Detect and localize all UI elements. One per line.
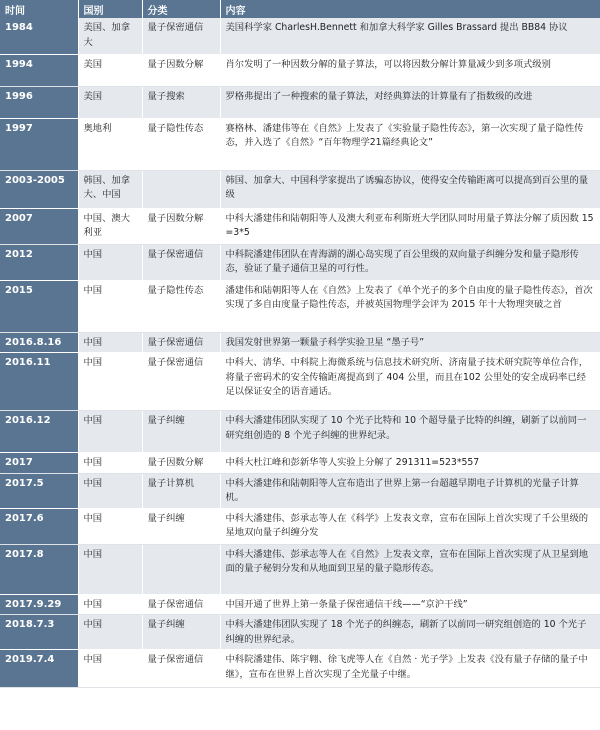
row-category: 量子因数分解 [142,54,220,86]
row-time: 2016.8.16 [0,332,78,353]
row-time: 2017.8 [0,544,78,594]
row-country: 美国 [78,86,142,118]
table-row [0,453,600,474]
header-time: 时间 [0,0,78,18]
row-content: 中科大潘建伟、彭承志等人在《自然》上发表文章，宣布在国际上首次实现了从卫星到地面的量子秘钥分发和从地面到卫星的量子隐形传态。 [220,544,600,594]
row-content: 韩国、加拿大、中国科学家提出了诱骗态协议，使得安全传输距离可以提高到百公里的量级 [220,170,600,208]
row-content: 中科大潘建伟和陆朝阳等人及澳大利亚布利斯班大学团队同时用量子算法分解了质因数 15=3*5 [220,208,600,244]
row-content: 美国科学家 CharlesH.Bennett 和加拿大科学家 Gilles Brassard 提出 BB84 协议 [220,18,600,54]
row-country: 中国 [78,544,142,594]
row-category: 量子搜索 [142,86,220,118]
table-row [0,615,600,650]
row-time: 2018.7.3 [0,615,78,650]
row-country: 奥地利 [78,118,142,170]
row-country: 中国 [78,332,142,353]
table-row [0,544,600,594]
row-country: 韩国、加拿大、中国 [78,170,142,208]
row-country: 中国 [78,244,142,280]
row-category: 量子保密通信 [142,332,220,353]
table-row [0,208,600,244]
row-content: 中科大潘建伟团队实现了 10 个光子比特和 10 个超导量子比特的纠缠，刷新了以前同一研究组创造的 8 个光子纠缠的世界纪录。 [220,411,600,453]
row-content: 中国开通了世界上第一条量子保密通信干线——“京沪干线” [220,594,600,615]
row-content: 赛格林、潘建伟等在《自然》上发表了《实验量子隐性传态》，第一次实现了量子隐性传态，并入选了《自然》“百年物理学21篇经典论文” [220,118,600,170]
row-category: 量子保密通信 [142,353,220,411]
row-country: 中国 [78,508,142,544]
row-time: 2007 [0,208,78,244]
row-time: 2019.7.4 [0,650,78,688]
row-content: 中科大潘建伟团队实现了 18 个光子的纠缠态，刷新了以前同一研究组创造的 10 个光子纠缠的世界纪录。 [220,615,600,650]
table-row [0,280,600,332]
row-category: 量子纠缠 [142,615,220,650]
row-time: 2015 [0,280,78,332]
row-country: 中国 [78,280,142,332]
table-row [0,411,600,453]
row-content: 罗格弗提出了一种搜索的量子算法，对经典算法的计算量有了指数级的改进 [220,86,600,118]
row-country: 美国、加拿大 [78,18,142,54]
row-category: 量子纠缠 [142,411,220,453]
row-category: 量子隐性传态 [142,280,220,332]
row-country: 中国 [78,594,142,615]
table-body [0,18,600,688]
row-category [142,170,220,208]
table-header-row [0,0,600,18]
row-category: 量子隐性传态 [142,118,220,170]
row-category: 量子纠缠 [142,508,220,544]
header-country: 国别 [78,0,142,18]
header-category: 分类 [142,0,220,18]
row-time: 2017 [0,453,78,474]
row-country: 中国、澳大利亚 [78,208,142,244]
row-content: 我国发射世界第一颗量子科学实验卫星 “墨子号” [220,332,600,353]
row-content: 中科大潘建伟和陆朝阳等人宣布造出了世界上第一台超越早期电子计算机的光量子计算机。 [220,473,600,508]
table-row [0,508,600,544]
table-row [0,353,600,411]
row-content: 中科院潘建伟团队在青海湖的湖心岛实现了百公里级的双向量子纠缠分发和量子隐形传态，验证了量子通信卫星的可行性。 [220,244,600,280]
row-time: 2016.12 [0,411,78,453]
row-content: 中科大、清华、中科院上海微系统与信息技术研究所、济南量子技术研究院等单位合作，将量子密码术的安全传输距离提高到了 404 公里，而且在102 公里处的安全成码率已经足以保证安全的语音通话。 [220,353,600,411]
row-time: 2017.5 [0,473,78,508]
row-time: 1996 [0,86,78,118]
table-row [0,594,600,615]
row-time: 2017.9.29 [0,594,78,615]
table-row [0,473,600,508]
table-row [0,54,600,86]
row-category: 量子保密通信 [142,594,220,615]
row-country: 中国 [78,453,142,474]
row-time: 2017.6 [0,508,78,544]
row-content: 潘建伟和陆朝阳等人在《自然》上发表了《单个光子的多个自由度的量子隐性传态》，首次实现了多自由度量子隐性传态，并被英国物理学会评为 2015 年十大物理突破之首 [220,280,600,332]
row-content: 中科院潘建伟、陈宇翱、徐飞虎等人在《自然 · 光子学》上发表《没有量子存储的量子中继》，宣布在世界上首次实现了全光量子中继。 [220,650,600,688]
row-country: 中国 [78,650,142,688]
row-category [142,544,220,594]
row-country: 中国 [78,615,142,650]
header-content: 内容 [220,0,600,18]
row-time: 1984 [0,18,78,54]
row-category: 量子保密通信 [142,244,220,280]
row-country: 中国 [78,411,142,453]
table-row [0,118,600,170]
row-time: 2012 [0,244,78,280]
table-row [0,332,600,353]
row-time: 1997 [0,118,78,170]
table-row [0,244,600,280]
row-time: 2016.11 [0,353,78,411]
row-category: 量子因数分解 [142,208,220,244]
row-country: 中国 [78,353,142,411]
row-content: 中科大杜江峰和彭新华等人实验上分解了 291311=523*557 [220,453,600,474]
row-time: 1994 [0,54,78,86]
row-content: 肖尔发明了一种因数分解的量子算法，可以将因数分解计算量减少到多项式级别 [220,54,600,86]
table-row [0,650,600,688]
table-row [0,170,600,208]
table-row [0,18,600,54]
row-category: 量子计算机 [142,473,220,508]
table-row [0,86,600,118]
row-category: 量子保密通信 [142,18,220,54]
row-content: 中科大潘建伟、彭承志等人在《科学》上发表文章，宣布在国际上首次实现了千公里级的星地双向量子纠缠分发 [220,508,600,544]
row-category: 量子保密通信 [142,650,220,688]
row-category: 量子因数分解 [142,453,220,474]
row-country: 中国 [78,473,142,508]
row-time: 2003-2005 [0,170,78,208]
row-country: 美国 [78,54,142,86]
